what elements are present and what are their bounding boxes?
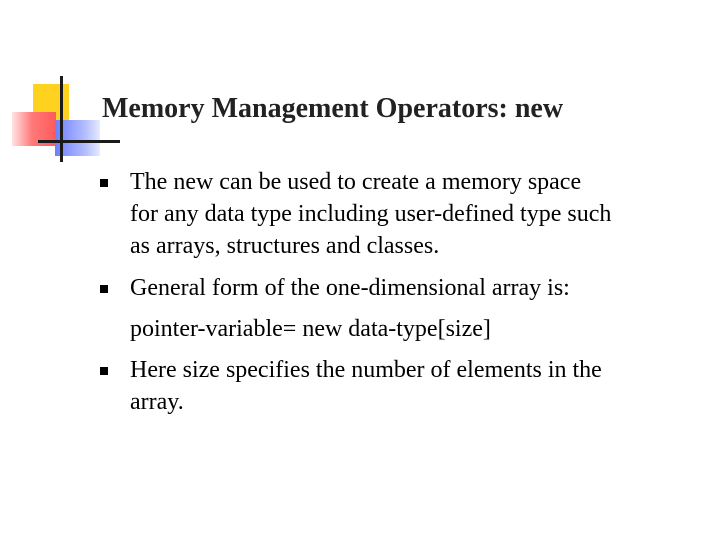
square-bullet-icon xyxy=(100,367,108,375)
corner-logo-graphic xyxy=(0,0,110,170)
square-bullet-icon xyxy=(100,285,108,293)
logo-horizontal-line xyxy=(38,140,120,143)
slide-title: Memory Management Operators: new xyxy=(102,93,564,124)
bullet-item-1: The new can be used to create a memory space for any data type including user-defined type such as arrays, structures and classes. xyxy=(130,169,612,259)
square-bullet-icon xyxy=(100,179,108,187)
logo-vertical-line xyxy=(60,76,63,162)
bullet-item-3: Here size specifies the number of elements in the array. xyxy=(130,357,602,415)
bullet-item-2: General form of the one-dimensional array is: xyxy=(130,275,570,301)
syntax-line: pointer-variable= new data-type[size] xyxy=(130,316,491,342)
